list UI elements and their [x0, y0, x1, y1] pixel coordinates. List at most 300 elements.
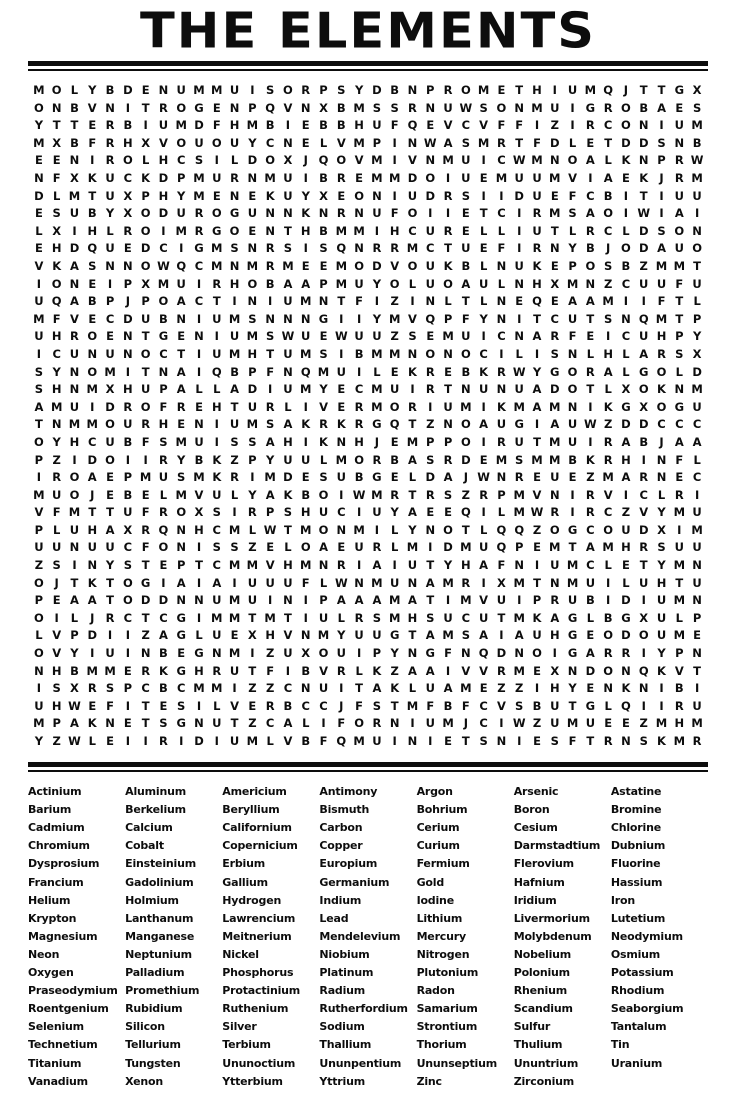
grid-letter: R — [70, 329, 79, 344]
grid-letter: M — [246, 258, 259, 273]
grid-letter: T — [141, 100, 150, 115]
grid-letter: M — [68, 417, 81, 432]
grid-letter: M — [495, 452, 508, 467]
grid-letter: P — [568, 258, 577, 273]
grid-letter: Z — [230, 452, 239, 467]
word-list-item: Antimony — [319, 785, 378, 799]
grid-letter: D — [621, 593, 631, 608]
grid-letter: O — [674, 223, 685, 238]
grid-letter: R — [247, 505, 257, 520]
grid-letter: B — [443, 698, 453, 713]
grid-letter: M — [442, 153, 454, 168]
grid-letter: F — [355, 294, 364, 309]
grid-letter: T — [675, 575, 684, 590]
grid-letter: X — [319, 188, 328, 203]
word-list-item: Rutherfordium — [319, 1002, 408, 1016]
grid-letter: N — [621, 663, 631, 678]
grid-letter: U — [34, 540, 44, 555]
grid-letter: H — [158, 188, 169, 203]
grid-letter: S — [461, 188, 470, 203]
grid-letter: I — [356, 505, 362, 520]
grid-letter: W — [690, 153, 704, 168]
grid-letter: I — [143, 452, 148, 467]
grid-letter: Z — [52, 452, 61, 467]
grid-letter: R — [372, 452, 382, 467]
grid-letter: I — [694, 681, 700, 696]
grid-letter: E — [586, 329, 595, 344]
grid-letter: G — [567, 646, 578, 661]
grid-letter: O — [87, 364, 98, 379]
grid-letter: Q — [389, 417, 400, 432]
grid-letter: S — [461, 135, 470, 150]
grid-letter: H — [51, 698, 62, 713]
grid-letter: E — [266, 540, 275, 555]
grid-letter: O — [140, 258, 151, 273]
grid-letter: T — [675, 311, 684, 326]
grid-letter: F — [266, 364, 275, 379]
grid-letter: V — [568, 171, 578, 186]
grid-letter: M — [317, 364, 330, 379]
grid-letter: U — [692, 505, 702, 520]
grid-letter: E — [319, 329, 328, 344]
grid-letter: B — [354, 470, 364, 485]
word-list-item: Palladium — [125, 966, 185, 980]
grid-letter: O — [692, 241, 702, 256]
word-list-item: Indium — [319, 893, 362, 907]
grid-letter: U — [656, 593, 667, 608]
grid-letter: O — [51, 276, 62, 291]
grid-letter: W — [512, 364, 526, 379]
grid-letter: G — [194, 100, 204, 115]
grid-letter: I — [517, 223, 522, 238]
grid-letter: U — [461, 153, 471, 168]
grid-letter: Z — [426, 417, 435, 432]
grid-letter: I — [356, 558, 362, 573]
grid-letter: A — [532, 399, 542, 414]
word-list-item: Carbon — [319, 821, 363, 835]
word-list-item: Silver — [222, 1020, 257, 1034]
grid-letter: E — [444, 734, 452, 749]
grid-letter: B — [568, 452, 577, 467]
grid-letter: I — [623, 294, 629, 309]
grid-letter: L — [622, 364, 630, 379]
grid-letter: V — [265, 558, 275, 573]
grid-letter: A — [585, 153, 595, 168]
grid-letter: U — [229, 83, 240, 98]
grid-letter: U — [283, 294, 293, 309]
grid-letter: M — [460, 681, 472, 696]
grid-letter: M — [673, 505, 686, 520]
grid-letter: I — [588, 434, 593, 449]
grid-letter: D — [140, 593, 151, 608]
grid-letter: D — [194, 118, 204, 133]
grid-letter: K — [158, 663, 168, 678]
grid-letter: J — [463, 716, 468, 731]
grid-letter: L — [568, 135, 577, 150]
grid-letter: B — [461, 364, 471, 379]
grid-letter: A — [158, 628, 168, 643]
grid-letter: U — [674, 118, 684, 133]
grid-letter: B — [319, 223, 328, 238]
grid-letter: O — [51, 83, 62, 98]
page-title: THE ELEMENTS — [139, 3, 597, 60]
word-list-item: Thallium — [319, 1038, 372, 1052]
grid-letter: P — [426, 83, 435, 98]
grid-letter: H — [229, 276, 240, 291]
grid-letter: U — [283, 188, 293, 203]
grid-letter: X — [194, 505, 204, 520]
grid-letter: C — [497, 153, 506, 168]
word-list-item: Ununseptium — [416, 1056, 497, 1070]
grid-letter: H — [621, 452, 631, 467]
grid-letter: H — [51, 241, 62, 256]
grid-letter: R — [425, 382, 435, 397]
grid-letter: L — [586, 346, 595, 361]
grid-letter: F — [52, 171, 61, 186]
grid-letter: I — [214, 734, 219, 749]
grid-letter: Y — [265, 452, 275, 467]
grid-letter: E — [479, 171, 488, 186]
grid-letter: M — [228, 646, 241, 661]
word-list-item: Fluorine — [610, 857, 661, 871]
word-list-item: Terbium — [222, 1038, 271, 1052]
grid-letter: N — [283, 135, 293, 150]
grid-letter: U — [372, 505, 382, 520]
grid-letter: G — [550, 364, 560, 379]
grid-letter: M — [691, 118, 703, 133]
grid-letter: P — [34, 593, 44, 608]
grid-letter: E — [52, 153, 61, 168]
grid-letter: N — [692, 558, 702, 573]
grid-letter: K — [87, 171, 97, 186]
grid-letter: V — [390, 258, 400, 273]
grid-letter: I — [606, 593, 611, 608]
grid-letter: O — [354, 452, 364, 467]
grid-letter: Z — [34, 558, 44, 573]
grid-letter: I — [534, 681, 540, 696]
grid-letter: I — [196, 540, 202, 555]
grid-letter: I — [641, 294, 646, 309]
grid-letter: N — [105, 258, 115, 273]
grid-letter: I — [196, 276, 202, 291]
grid-letter: Q — [265, 100, 276, 115]
grid-letter: E — [622, 716, 630, 731]
grid-letter: P — [319, 593, 328, 608]
grid-letter: C — [159, 610, 168, 625]
grid-letter: V — [70, 311, 79, 326]
grid-letter: U — [69, 346, 80, 361]
grid-letter: K — [301, 206, 311, 221]
word-list-item: Gadolinium — [125, 875, 194, 889]
grid-letter: Q — [532, 294, 542, 309]
grid-letter: M — [371, 487, 383, 502]
grid-letter: C — [88, 434, 97, 449]
grid-letter: U — [212, 593, 222, 608]
grid-letter: I — [196, 311, 202, 326]
word-list-item: Berkelium — [125, 803, 186, 817]
grid-letter: R — [123, 223, 133, 238]
divider-thin-line — [28, 770, 708, 772]
grid-letter: S — [515, 698, 524, 713]
grid-letter: N — [443, 417, 453, 432]
grid-letter: P — [497, 487, 506, 502]
grid-letter: W — [459, 100, 473, 115]
grid-letter: D — [550, 135, 560, 150]
grid-letter: B — [319, 171, 328, 186]
grid-letter: N — [514, 558, 525, 573]
grid-letter: Y — [70, 646, 79, 661]
grid-letter: M — [513, 487, 525, 502]
grid-letter: U — [283, 171, 293, 186]
grid-letter: M — [193, 188, 205, 203]
grid-letter: N — [407, 135, 418, 150]
grid-letter: B — [123, 487, 133, 502]
grid-letter: R — [212, 663, 222, 678]
grid-letter: B — [336, 100, 346, 115]
grid-letter: T — [533, 311, 541, 326]
grid-letter: M — [549, 540, 561, 555]
grid-letter: O — [532, 646, 542, 661]
grid-letter: R — [443, 223, 453, 238]
grid-letter: N — [194, 593, 204, 608]
grid-letter: I — [303, 610, 308, 625]
grid-letter: M — [353, 734, 365, 749]
grid-letter: L — [88, 734, 96, 749]
grid-letter: Y — [657, 646, 666, 661]
grid-letter: U — [532, 628, 542, 643]
grid-letter: M — [602, 470, 614, 485]
grid-letter: H — [69, 434, 80, 449]
grid-letter: A — [443, 470, 453, 485]
grid-letter: O — [567, 364, 578, 379]
grid-letter: F — [301, 575, 310, 590]
grid-letter: M — [531, 153, 543, 168]
grid-letter: E — [301, 258, 310, 273]
grid-letter: M — [33, 487, 45, 502]
grid-letter: L — [622, 223, 630, 238]
grid-letter: R — [265, 258, 275, 273]
grid-letter: V — [496, 698, 506, 713]
grid-letter: L — [70, 610, 79, 625]
grid-letter: V — [603, 487, 613, 502]
grid-letter: I — [481, 153, 486, 168]
grid-letter: C — [550, 311, 559, 326]
grid-letter: U — [372, 734, 382, 749]
grid-letter: R — [87, 681, 97, 696]
grid-letter: U — [372, 329, 382, 344]
grid-letter: I — [125, 364, 130, 379]
word-list-item: Xenon — [125, 1074, 164, 1088]
grid-letter: N — [407, 734, 418, 749]
grid-letter: Z — [248, 716, 257, 731]
grid-letter: U — [283, 382, 293, 397]
grid-letter: C — [675, 417, 684, 432]
grid-letter: O — [318, 646, 329, 661]
grid-letter: U — [478, 276, 489, 291]
grid-letter: C — [176, 681, 186, 696]
grid-letter: L — [479, 522, 488, 537]
grid-letter: S — [212, 540, 221, 555]
grid-letter: X — [657, 522, 666, 537]
grid-letter: L — [515, 346, 523, 361]
grid-letter: O — [176, 505, 187, 520]
grid-letter: R — [603, 452, 613, 467]
word-list-item: Seaborgium — [610, 1002, 684, 1016]
grid-letter: Z — [550, 118, 559, 133]
grid-letter: U — [69, 522, 80, 537]
grid-letter: M — [86, 417, 98, 432]
grid-letter: O — [34, 646, 44, 661]
grid-letter: E — [675, 100, 684, 115]
grid-letter: A — [408, 505, 417, 520]
grid-letter: O — [105, 417, 115, 432]
grid-letter: T — [284, 223, 292, 238]
grid-letter: N — [229, 100, 240, 115]
grid-letter: I — [214, 434, 219, 449]
grid-letter: O — [283, 83, 293, 98]
word-list-item: Iridium — [513, 893, 557, 907]
grid-letter: U — [461, 171, 471, 186]
grid-letter: T — [106, 575, 114, 590]
grid-letter: A — [568, 294, 578, 309]
grid-letter: E — [622, 558, 630, 573]
grid-letter: U — [532, 188, 542, 203]
grid-letter: Z — [532, 522, 542, 537]
grid-letter: R — [372, 716, 382, 731]
grid-letter: F — [497, 118, 506, 133]
grid-letter: Y — [88, 83, 97, 98]
grid-letter: M — [673, 628, 686, 643]
grid-letter: E — [515, 294, 524, 309]
grid-letter: L — [693, 452, 701, 467]
grid-letter: D — [247, 382, 258, 397]
grid-letter: P — [141, 294, 150, 309]
grid-letter: A — [230, 382, 240, 397]
grid-letter: I — [72, 223, 77, 238]
grid-letter: M — [68, 188, 81, 203]
grid-letter: O — [638, 628, 649, 643]
grid-letter: E — [622, 171, 630, 186]
grid-letter: I — [339, 346, 344, 361]
grid-letter: G — [194, 646, 204, 661]
grid-letter: O — [549, 522, 560, 537]
grid-letter: U — [550, 558, 560, 573]
grid-letter: M — [175, 487, 187, 502]
word-list-item: Erbium — [222, 857, 265, 871]
grid-letter: P — [657, 153, 666, 168]
grid-letter: A — [621, 434, 631, 449]
grid-letter: M — [86, 663, 98, 678]
grid-letter: R — [265, 399, 275, 414]
grid-letter: V — [354, 153, 364, 168]
grid-letter: S — [372, 698, 382, 713]
grid-letter: R — [141, 663, 151, 678]
grid-letter: O — [460, 434, 471, 449]
grid-letter: D — [87, 628, 98, 643]
word-list-item: Chromium — [28, 839, 90, 853]
divider-thin-line — [28, 69, 708, 71]
grid-letter: G — [674, 399, 685, 414]
grid-letter: E — [34, 153, 43, 168]
grid-letter: N — [425, 100, 436, 115]
grid-letter: D — [550, 382, 560, 397]
grid-letter: F — [319, 734, 328, 749]
grid-letter: Q — [87, 241, 98, 256]
word-list-item: Holmium — [125, 893, 179, 907]
grid-letter: V — [283, 628, 293, 643]
grid-letter: S — [212, 505, 221, 520]
grid-letter: J — [90, 610, 95, 625]
grid-letter: N — [407, 83, 418, 98]
grid-letter: D — [638, 223, 649, 238]
grid-letter: D — [621, 417, 631, 432]
word-list-item: Ununtrium — [513, 1056, 579, 1070]
grid-letter: E — [177, 329, 186, 344]
grid-letter: R — [639, 540, 649, 555]
grid-letter: A — [603, 364, 613, 379]
grid-letter: U — [461, 241, 471, 256]
grid-letter: N — [283, 311, 293, 326]
grid-letter: M — [246, 118, 259, 133]
grid-letter: I — [179, 734, 184, 749]
grid-letter: N — [656, 470, 667, 485]
word-list-item: Ununpentium — [319, 1056, 402, 1070]
grid-letter: U — [567, 593, 578, 608]
grid-letter: A — [354, 593, 364, 608]
word-list-item: Uranium — [610, 1056, 663, 1070]
grid-letter: L — [213, 698, 221, 713]
grid-letter: I — [410, 294, 415, 309]
grid-letter: U — [229, 734, 240, 749]
grid-letter: K — [372, 663, 382, 678]
grid-letter: V — [230, 698, 240, 713]
grid-letter: T — [408, 417, 417, 432]
grid-letter: C — [301, 698, 310, 713]
grid-letter: G — [425, 646, 435, 661]
grid-letter: H — [194, 663, 204, 678]
grid-letter: S — [34, 364, 44, 379]
grid-letter: P — [675, 646, 684, 661]
word-list-item: Rhenium — [513, 984, 567, 998]
grid-letter: L — [479, 258, 488, 273]
grid-letter: W — [423, 135, 437, 150]
word-list-item: Bismuth — [319, 803, 370, 817]
grid-letter: Y — [443, 558, 453, 573]
grid-letter: O — [638, 382, 649, 397]
grid-letter: O — [603, 522, 614, 537]
grid-letter: P — [34, 522, 44, 537]
grid-letter: N — [247, 171, 258, 186]
grid-letter: I — [107, 628, 113, 643]
grid-letter: N — [621, 734, 631, 749]
word-list-item: Radium — [319, 984, 366, 998]
grid-letter: E — [301, 470, 310, 485]
grid-letter: V — [408, 153, 417, 168]
grid-letter: O — [425, 346, 436, 361]
grid-letter: L — [266, 734, 274, 749]
grid-letter: Q — [496, 540, 507, 555]
grid-letter: I — [36, 346, 42, 361]
grid-letter: C — [212, 558, 221, 573]
grid-letter: C — [603, 223, 613, 238]
grid-letter: G — [621, 399, 631, 414]
grid-letter: O — [443, 522, 453, 537]
grid-letter: H — [603, 346, 613, 361]
grid-letter: M — [513, 575, 525, 590]
grid-letter: S — [248, 434, 257, 449]
grid-letter: O — [407, 206, 418, 221]
grid-letter: S — [248, 311, 257, 326]
